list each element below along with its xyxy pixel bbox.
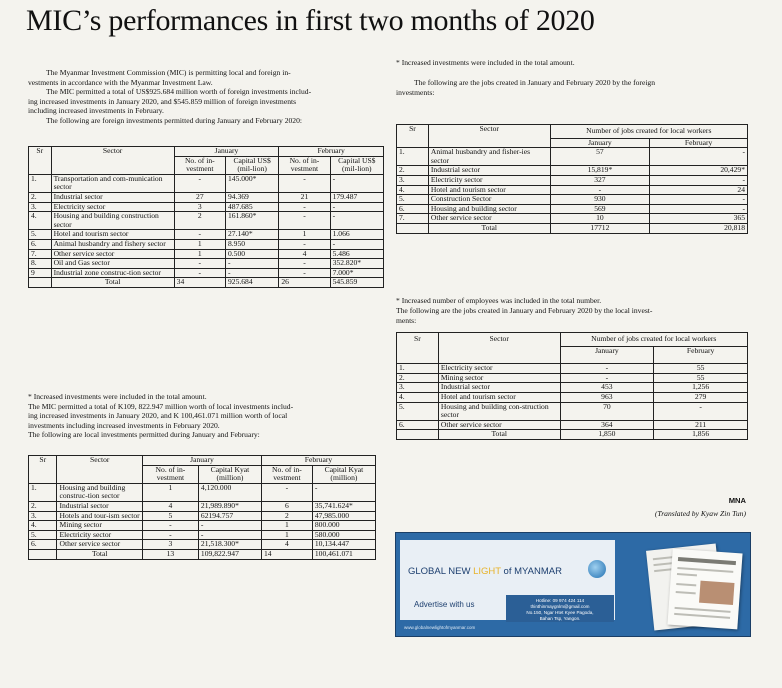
row-sr: 1. (397, 364, 439, 374)
row-february: - (650, 204, 748, 214)
table-row (29, 483, 376, 501)
row-sector: Other service sector (428, 214, 550, 224)
table-row (397, 175, 748, 185)
row-jan-capital: 21,989.890* (198, 501, 261, 511)
row-january: 453 (560, 383, 654, 393)
table-row (397, 148, 748, 166)
row-sr: 5. (29, 230, 52, 240)
total-label: Total (438, 430, 560, 440)
row-jan-capital: 62194.757 (198, 511, 261, 521)
row-january: 15,819* (550, 166, 650, 176)
row-jan-capital: 145.000* (225, 174, 278, 192)
row-jan-no: 3 (142, 540, 198, 550)
total-label: Total (57, 549, 142, 559)
row-sector: Hotel and tourism sector (438, 392, 560, 402)
row-sector: Hotels and tour-ism sector (57, 511, 142, 521)
row-sector: Industrial sector (438, 383, 560, 393)
hotline: Hotline: 09 974 424 114 (535, 598, 585, 603)
total-cell: 925.684 (225, 278, 278, 288)
row-jan-capital: 94.369 (225, 192, 278, 202)
row-sr: 6. (29, 239, 52, 249)
row-jan-no: 1 (174, 249, 225, 259)
row-feb-capital: 179.487 (330, 192, 383, 202)
row-sector: Electricity sector (57, 530, 142, 540)
row-sr: 6. (29, 540, 57, 550)
row-sr: 1. (397, 148, 429, 166)
row-january: 930 (550, 195, 650, 205)
advertise-label: Advertise with us (414, 600, 475, 609)
row-feb-no: 4 (261, 540, 312, 550)
table-row (397, 364, 748, 374)
row-sr: 2. (397, 373, 439, 383)
local-paragraph (28, 392, 388, 440)
total-cell: 14 (261, 549, 312, 559)
row-sector: Electricity sector (51, 202, 174, 212)
total-cell: 13 (142, 549, 198, 559)
ad-footer-strip (396, 622, 615, 636)
col-january: January (174, 147, 279, 157)
table-row (397, 195, 748, 205)
table-total-row (29, 278, 384, 288)
table-row (29, 259, 384, 269)
row-feb-no: - (261, 483, 312, 501)
col-sr: Sr (29, 456, 57, 484)
row-jan-capital: - (198, 530, 261, 540)
row-jan-capital: 4,120.000 (198, 483, 261, 501)
row-feb-no: - (279, 268, 330, 278)
row-jan-capital: 487.685 (225, 202, 278, 212)
col-capital: Capital US$ (mil-lion) (330, 156, 383, 174)
intro-line: The Myanmar Investment Commission (MIC) is permitting local and foreign in- (46, 68, 291, 77)
website: www.globalnewlightofmyanmar.com (404, 625, 476, 630)
col-no-investment: No. of in-vestment (261, 465, 312, 483)
row-feb-no: 1 (279, 230, 330, 240)
col-february: February (279, 147, 384, 157)
text-line: ing increased investments in January 2020, and K 100,461.071 million worth of local (28, 411, 288, 421)
table-row (397, 214, 748, 224)
row-feb-capital: 5.486 (330, 249, 383, 259)
row-sector: Industrial sector (57, 501, 142, 511)
row-sector: Electricity sector (428, 175, 550, 185)
col-no-investment: No. of in-vestment (142, 465, 198, 483)
row-feb-capital: 352.820* (330, 259, 383, 269)
row-sr: 1. (29, 174, 52, 192)
foreign-jobs-table (396, 124, 748, 234)
row-sector: Other service sector (57, 540, 142, 550)
row-jan-capital: - (225, 259, 278, 269)
table-row (29, 192, 384, 202)
row-sector: Industrial sector (428, 166, 550, 176)
total-cell: 1,856 (654, 430, 748, 440)
row-jan-no: 3 (174, 202, 225, 212)
row-jan-no: 27 (174, 192, 225, 202)
col-sr: Sr (397, 333, 439, 364)
col-january: January (142, 456, 261, 466)
row-february: 55 (654, 373, 748, 383)
row-sector: Housing and building sector (428, 204, 550, 214)
ad-panel (400, 540, 615, 620)
row-february: 55 (654, 364, 748, 374)
advertisement-banner[interactable] (395, 532, 751, 637)
text-line: investments including increased investments in February 2020. (28, 420, 220, 430)
table-row (29, 501, 376, 511)
col-no-investment: No. of in-vestment (279, 156, 330, 174)
table-row (29, 230, 384, 240)
row-feb-no: 6 (261, 501, 312, 511)
row-february: 1,256 (654, 383, 748, 393)
table-row (29, 540, 376, 550)
translator-credit: (Translated by Kyaw Zin Tun) (654, 509, 746, 518)
row-february: 20,429* (650, 166, 748, 176)
row-jan-capital: 161.860* (225, 212, 278, 230)
row-feb-capital: 580.000 (312, 530, 375, 540)
row-sr: 5. (29, 530, 57, 540)
row-jan-capital: 8.950 (225, 239, 278, 249)
row-january: 569 (550, 204, 650, 214)
total-cell: 34 (174, 278, 225, 288)
row-february: 365 (650, 214, 748, 224)
row-sr: 2. (397, 166, 429, 176)
row-january: 57 (550, 148, 650, 166)
row-jan-no: 1 (142, 483, 198, 501)
row-january: 70 (560, 402, 654, 420)
row-feb-capital: - (330, 202, 383, 212)
col-sr: Sr (29, 147, 52, 175)
row-feb-capital: - (330, 212, 383, 230)
col-sector: Sector (57, 456, 142, 484)
col-sector: Sector (438, 333, 560, 364)
text-line: investments: (396, 87, 435, 97)
col-sector: Sector (428, 125, 550, 148)
row-sr: 5. (397, 402, 439, 420)
row-sector: Mining sector (438, 373, 560, 383)
total-cell: 1,850 (560, 430, 654, 440)
foreign-investment-table (28, 146, 384, 288)
row-jan-no: - (174, 230, 225, 240)
row-jan-no: 1 (174, 239, 225, 249)
row-february: 279 (654, 392, 748, 402)
row-sector: Housing and building construc-tion sector (57, 483, 142, 501)
source-credit: MNA (728, 496, 746, 505)
right-note-2: * Increased number of employees was included in the total number. (396, 296, 602, 305)
row-february: 24 (650, 185, 748, 195)
total-cell: 17712 (550, 223, 650, 233)
row-february: - (650, 195, 748, 205)
row-january: 963 (560, 392, 654, 402)
table-row (29, 174, 384, 192)
intro-line: vestments in accordance with the Myanmar Investment Law. (28, 77, 213, 87)
row-feb-no: - (279, 212, 330, 230)
row-sr: 2. (29, 501, 57, 511)
table-row (29, 239, 384, 249)
row-january: 327 (550, 175, 650, 185)
row-feb-capital: 47,985.000 (312, 511, 375, 521)
col-february: February (650, 138, 748, 148)
row-january: - (560, 364, 654, 374)
row-feb-capital: 800.000 (312, 521, 375, 531)
row-sector: Construction Sector (428, 195, 550, 205)
row-feb-no: 1 (261, 530, 312, 540)
total-label: Total (51, 278, 174, 288)
row-sr: 6. (397, 420, 439, 430)
row-feb-no: 21 (279, 192, 330, 202)
row-sector: Other service sector (438, 420, 560, 430)
row-sector: Mining sector (57, 521, 142, 531)
row-sector: Hotel and tourism sector (51, 230, 174, 240)
col-february: February (261, 456, 375, 466)
row-feb-capital: 35,741.624* (312, 501, 375, 511)
row-jan-no: - (174, 268, 225, 278)
row-sr: 6. (397, 204, 429, 214)
row-feb-capital: 1.066 (330, 230, 383, 240)
intro-line: The following are foreign investments permitted during January and February 2020: (46, 115, 303, 125)
row-sr: 7. (29, 249, 52, 259)
text-line: The following are the jobs created in January and February 2020 by the foreign (414, 78, 656, 87)
row-jan-no: 5 (142, 511, 198, 521)
table-row (397, 392, 748, 402)
address: Bahan Tsp, Yangon. (539, 616, 581, 621)
row-sector: Industrial zone construc-tion sector (51, 268, 174, 278)
local-jobs-table (396, 332, 748, 440)
row-sr: 7. (397, 214, 429, 224)
row-sr: 4. (397, 185, 429, 195)
email: thinthinmaygnlm@gmail.com (530, 604, 590, 609)
row-jan-no: 2 (174, 212, 225, 230)
intro-line: ing increased investments in January 2020, and $545.859 million of foreign investments (28, 96, 297, 106)
headline: MIC’s performances in first two months of 2020 (26, 4, 595, 37)
note-line: * Increased investments were included in the total amount. (28, 392, 207, 401)
row-sr: 3. (29, 202, 52, 212)
row-feb-no: 4 (279, 249, 330, 259)
row-feb-no: - (279, 239, 330, 249)
col-capital: Capital Kyat (million) (312, 465, 375, 483)
row-sr: 4. (29, 212, 52, 230)
row-sr: 3. (397, 383, 439, 393)
col-no-investment: No. of in-vestment (174, 156, 225, 174)
row-sector: Housing and building con-struction sector (438, 402, 560, 420)
total-label: Total (428, 223, 550, 233)
table-row (29, 212, 384, 230)
row-february: - (654, 402, 748, 420)
row-jan-no: 4 (142, 501, 198, 511)
row-jan-capital: - (198, 521, 261, 531)
row-sector: Housing and building construction sector (51, 212, 174, 230)
row-jan-capital: 21,518.300* (198, 540, 261, 550)
col-sr: Sr (397, 125, 429, 148)
row-sector: Other service sector (51, 249, 174, 259)
table-total-row (397, 430, 748, 440)
col-capital: Capital US$ (mil-lion) (225, 156, 278, 174)
total-cell: 545.859 (330, 278, 383, 288)
row-sr: 2. (29, 192, 52, 202)
text-line: The following are local investments permitted during January and February: (28, 430, 260, 440)
row-january: - (550, 185, 650, 195)
row-jan-no: - (174, 259, 225, 269)
newspaper-stack-icon (620, 541, 744, 629)
text-line: ments: (396, 315, 417, 325)
row-sr: 9 (29, 268, 52, 278)
row-jan-no: - (174, 174, 225, 192)
row-feb-no: - (279, 174, 330, 192)
row-feb-capital: - (312, 483, 375, 501)
row-feb-capital: 7.000* (330, 268, 383, 278)
total-cell: 100,461.071 (312, 549, 375, 559)
right-note-1: * Increased investments were included in the total amount. (396, 58, 575, 67)
row-sector: Hotel and tourism sector (428, 185, 550, 195)
row-sr: 3. (29, 511, 57, 521)
col-february: February (654, 346, 748, 364)
table-total-row (397, 223, 748, 233)
text-line: The following are the jobs created in January and February 2020 by the local invest- (396, 306, 653, 315)
row-sector: Animal husbandry and fisher-ies sector (428, 148, 550, 166)
row-jan-capital: 27.140* (225, 230, 278, 240)
row-feb-capital: - (330, 174, 383, 192)
row-february: 211 (654, 420, 748, 430)
table-row (29, 268, 384, 278)
row-february: - (650, 148, 748, 166)
row-january: 364 (560, 420, 654, 430)
col-january: January (550, 138, 650, 148)
col-jobs: Number of jobs created for local workers (550, 125, 747, 139)
row-feb-no: - (279, 259, 330, 269)
row-sr: 8. (29, 259, 52, 269)
total-cell: 20,818 (650, 223, 748, 233)
total-cell: 109,822.947 (198, 549, 261, 559)
intro-line: The MIC permitted a total of US$925.684 million worth of foreign investments includ- (46, 87, 312, 97)
row-sector: Industrial sector (51, 192, 174, 202)
col-capital: Capital Kyat (million) (198, 465, 261, 483)
row-jan-capital: 0.500 (225, 249, 278, 259)
total-cell: 26 (279, 278, 330, 288)
row-sr: 5. (397, 195, 429, 205)
row-sector: Transportation and com-munication sector (51, 174, 174, 192)
row-sr: 1. (29, 483, 57, 501)
row-feb-no: - (279, 202, 330, 212)
col-jobs: Number of jobs created for local workers (560, 333, 747, 347)
table-row (29, 521, 376, 531)
intro-paragraph (28, 68, 388, 126)
row-sector: Oil and Gas sector (51, 259, 174, 269)
row-sr: 3. (397, 175, 429, 185)
newspaper-logo: GLOBAL NEW LIGHT of MYANMAR (408, 566, 562, 577)
row-sector: Animal husbandry and fishery sector (51, 239, 174, 249)
row-jan-no: - (142, 521, 198, 531)
row-feb-capital: 10,134.447 (312, 540, 375, 550)
row-february: - (650, 175, 748, 185)
row-jan-no: - (142, 530, 198, 540)
table-total-row (29, 549, 376, 559)
right-paragraph-1 (396, 78, 756, 97)
table-row (397, 402, 748, 420)
row-sr: 4. (397, 392, 439, 402)
intro-line: including increased investments in February. (28, 106, 164, 116)
row-jan-capital: - (225, 268, 278, 278)
right-paragraph-2 (396, 306, 756, 325)
col-january: January (560, 346, 654, 364)
row-sector: Electricity sector (438, 364, 560, 374)
col-sector: Sector (51, 147, 174, 175)
row-january: 10 (550, 214, 650, 224)
address: No.150, Ngar Htet Kyee Pagoda, (526, 610, 594, 615)
row-feb-no: 2 (261, 511, 312, 521)
local-investment-table (28, 455, 376, 560)
row-sr: 4. (29, 521, 57, 531)
row-january: - (560, 373, 654, 383)
globe-icon (588, 560, 606, 578)
row-feb-capital: - (330, 239, 383, 249)
text-line: The MIC permitted a total of K109, 822.947 million worth of local investments includ- (28, 401, 294, 411)
row-feb-no: 1 (261, 521, 312, 531)
